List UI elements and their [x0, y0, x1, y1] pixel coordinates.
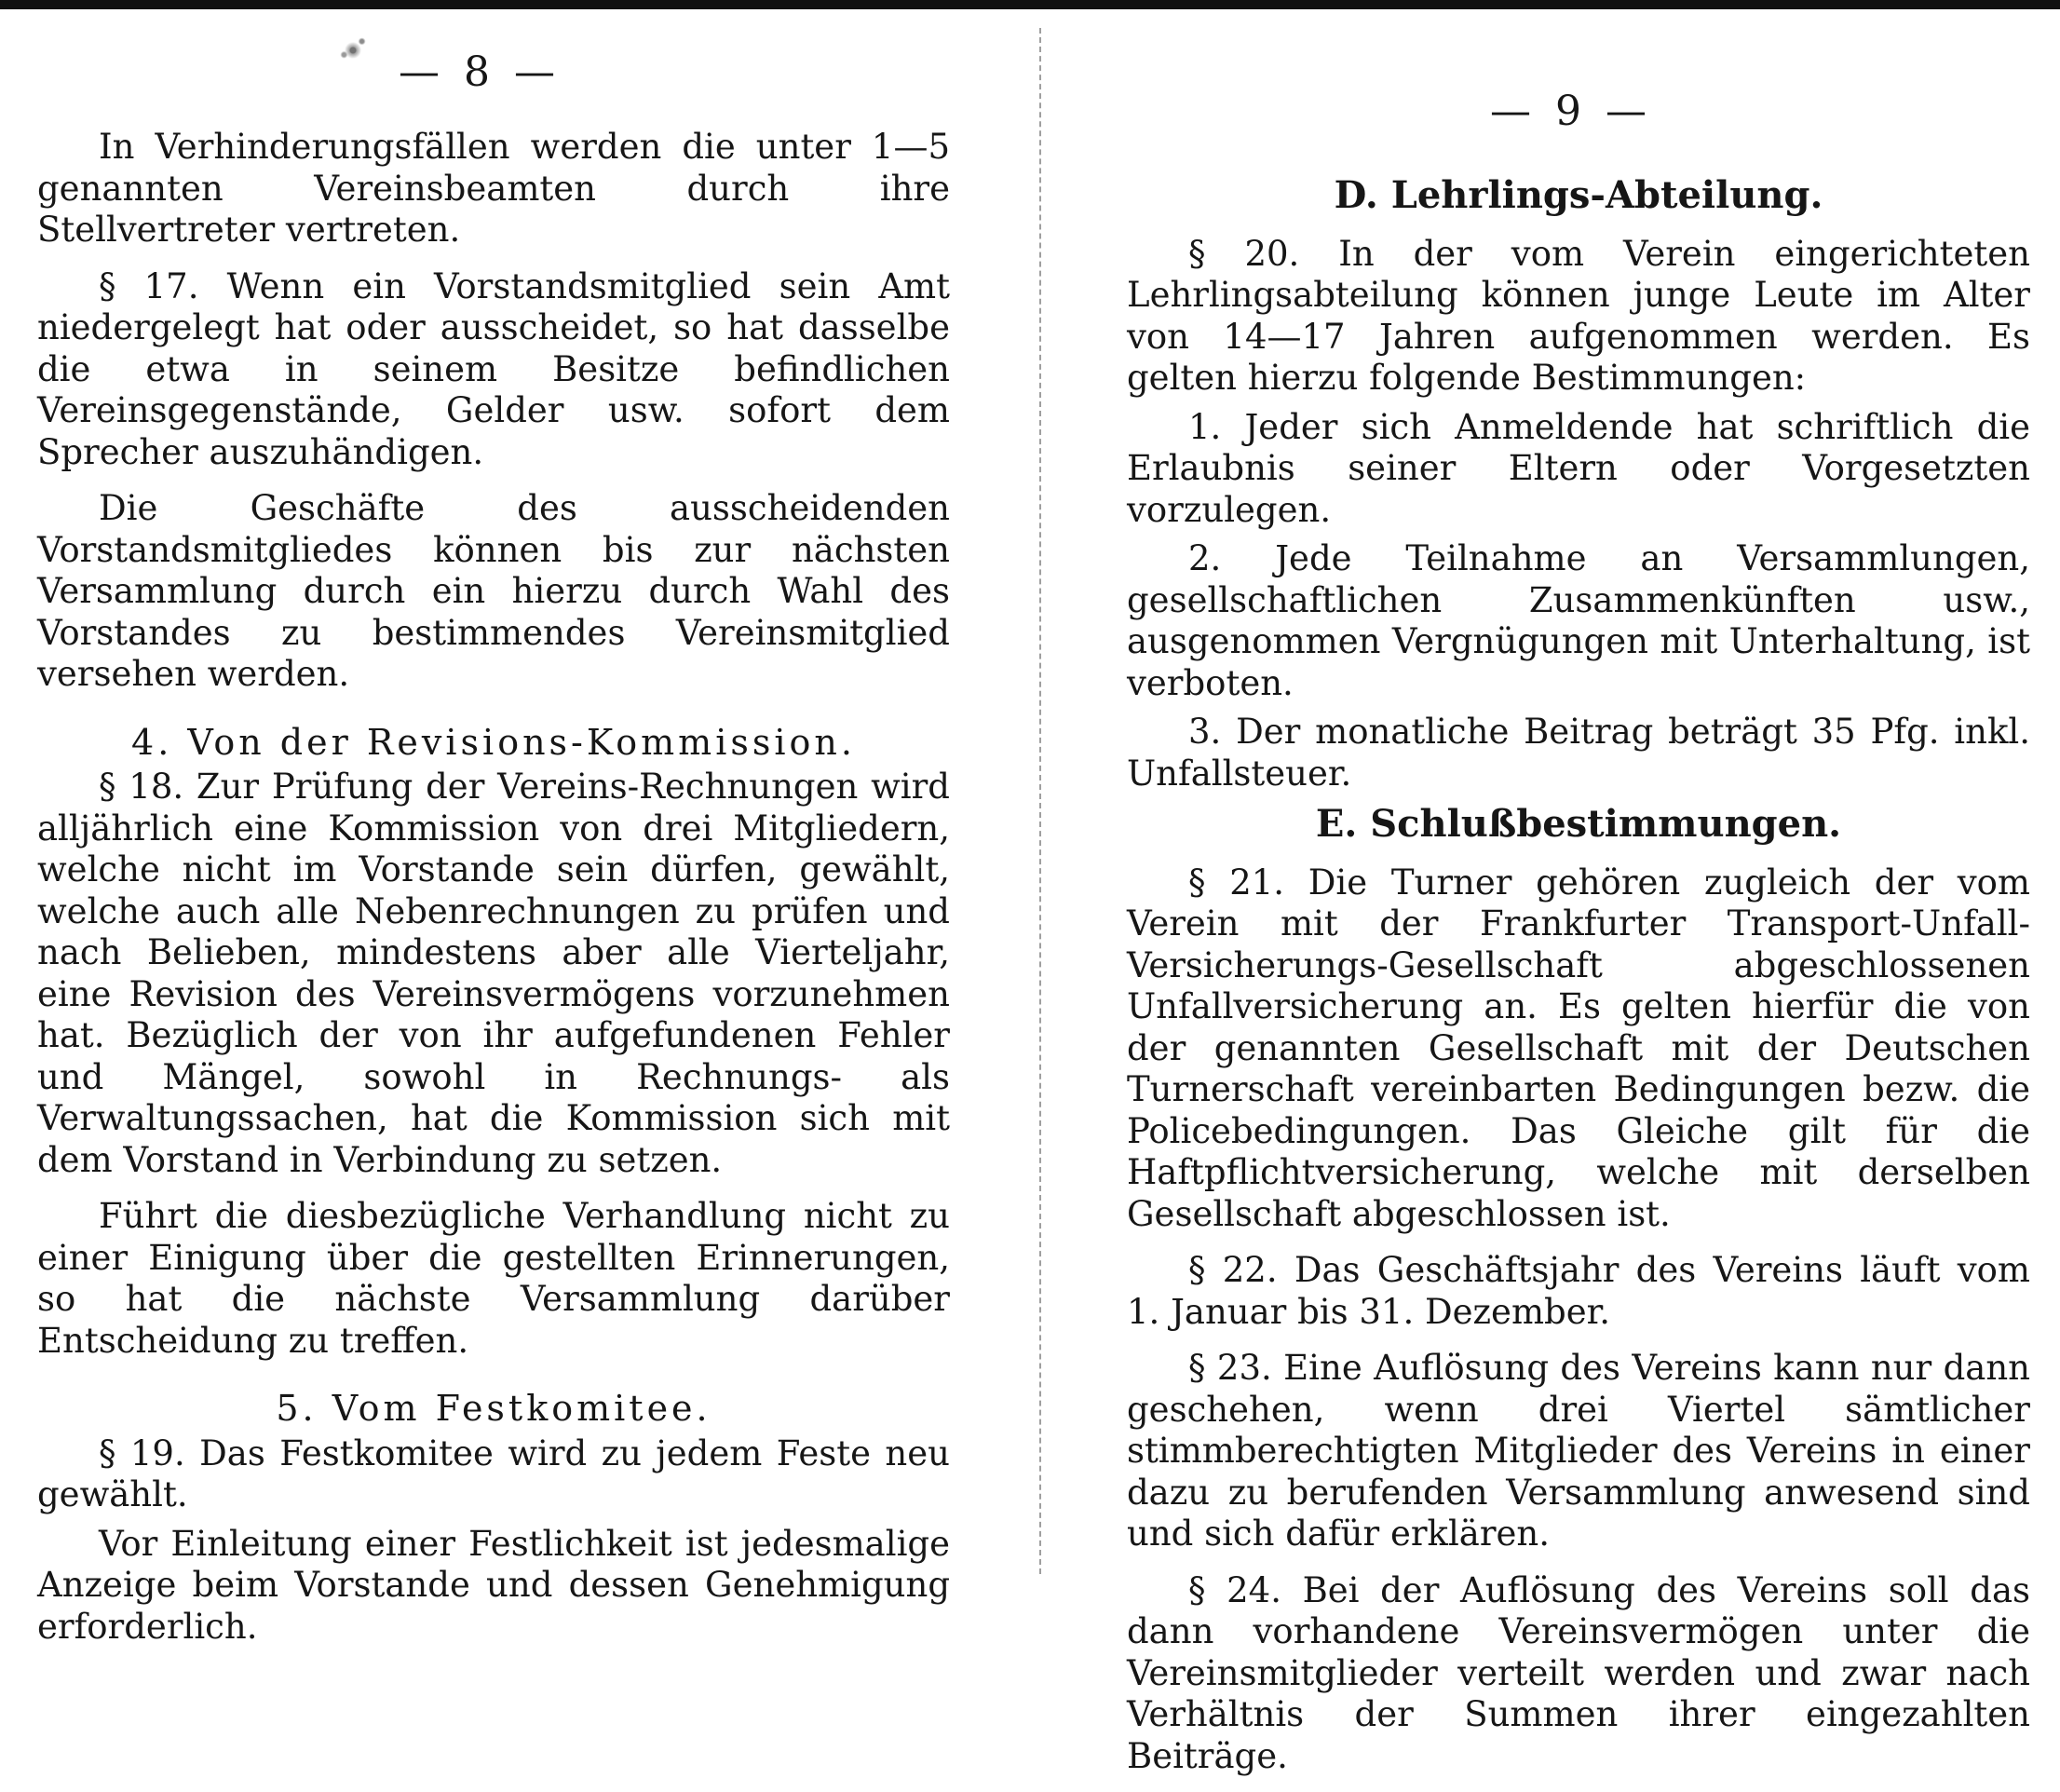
paragraph-23: § 23. Eine Auflösung des Vereins kann nur dann geschehen, wenn drei Viertel sämtlicher stimmberechtigten Mitglieder des Vereins in einer dazu zu berufenden Versammlung anwesend sind und sich dafür erklären. — [1127, 1348, 2030, 1554]
left-page-number: — 8 — — [399, 48, 561, 96]
paragraph-21: § 21. Die Turner gehören zugleich der vom Verein mit der Frankfurter Transport-Unfall-Versicherungs-Gesellschaft abgeschlossenen Unfallversicherung an. Es gelten hierfür die von der genannten Gesellschaft mit der Deutschen Turnerschaft vereinbarten Bedingungen bezw. die Policebedingungen. Das Gleiche gilt für die Haftpflichtversicherung, welche mit derselben Gesellschaft abgeschlossen ist. — [1127, 862, 2030, 1234]
paragraph-17-continued: Die Geschäfte des ausscheidenden Vorstandsmitgliedes können bis zur nächsten Versammlung durch ein hierzu durch Wahl des Vorstandes zu bestimmendes Vereinsmitglied versehen werden. — [37, 488, 950, 694]
rule-1: 1. Jeder sich Anmeldende hat schriftlich die Erlaubnis seiner Eltern oder Vorgesetzten vorzulegen. — [1127, 406, 2030, 530]
top-edge-rule — [0, 0, 2060, 9]
paragraph-22: § 22. Das Geschäftsjahr des Vereins läuft vom 1. Januar bis 31. Dezember. — [1127, 1250, 2030, 1332]
page-gutter — [1039, 28, 1043, 1574]
heading-lehrlings-abteilung: D. Lehrlings-Abteilung. — [1334, 173, 1823, 217]
paragraph-18: § 18. Zur Prüfung der Vereins-Rechnungen wird alljährlich eine Kommission von drei Mitgliedern, welche nicht im Vorstande sein dürfen, gewählt, welche auch alle Nebenrechnungen zu prüfen und nach Belieben, mindestens aber alle Vierteljahr, eine Revision des Vereinsvermögens vorzunehmen hat. Bezüglich der von ihr aufgefundenen Fehler und Mängel, sowohl in Rechnungs- als Verwaltungssachen, hat die Kommission sich mit dem Vorstand in Verbindung zu setzen. — [37, 767, 950, 1180]
rule-3: 3. Der monatliche Beitrag beträgt 35 Pfg. inkl. Unfallsteuer. — [1127, 712, 2030, 794]
book-spread — [0, 9, 2060, 1776]
heading-schlussbestimmungen: E. Schlußbestimmungen. — [1315, 802, 1842, 846]
paragraph-24: § 24. Bei der Auflösung des Vereins soll das dann vorhandene Vereinsvermögen unter die Vereinsmitglieder verteilt werden und zwar nach Verhältnis der Summen ihrer eingezahlten Beiträge. — [1127, 1569, 2030, 1776]
paragraph-18-continued: Führt die diesbezügliche Verhandlung nicht zu einer Einigung über die gestellten Erinnerungen, so hat die nächste Versammlung darüber Entscheidung zu treffen. — [37, 1196, 950, 1361]
heading-festkomitee: 5. Vom Festkomitee. — [276, 1388, 712, 1429]
paragraph-20: § 20. In der vom Verein eingerichteten Lehrlingsabteilung können junge Leute im Alter von 14—17 Jahren aufgenommen werden. Es gelten hierzu folgende Bestimmungen: — [1127, 233, 2030, 398]
paragraph-substitutes: In Verhinderungsfällen werden die unter 1—5 genannten Vereinsbeamten durch ihre Stellvertreter vertreten. — [37, 127, 950, 250]
heading-revisions-kommission: 4. Von der Revisions-Kommission. — [131, 721, 856, 763]
right-page-number: — 9 — — [1490, 88, 1652, 135]
ink-smudge — [331, 28, 375, 73]
paragraph-19-continued: Vor Einleitung einer Festlichkeit ist jedesmalige Anzeige beim Vorstande und dessen Genehmigung erforderlich. — [37, 1523, 950, 1647]
left-page-text — [37, 127, 950, 1663]
rule-2: 2. Jede Teilnahme an Versammlungen, gesellschaftlichen Zusammenkünften usw., ausgenommen Vergnügungen mit Unterhaltung, ist verboten. — [1127, 538, 2030, 703]
paragraph-19: § 19. Das Festkomitee wird zu jedem Feste neu gewählt. — [37, 1432, 950, 1514]
right-page-text — [1127, 166, 2030, 1792]
paragraph-17: § 17. Wenn ein Vorstandsmitglied sein Amt niedergelegt hat oder ausscheidet, so hat dasselbe die etwa in seinem Besitze befindlichen Vereinsgegenstände, Gelder usw. sofort dem Sprecher auszuhändigen. — [37, 265, 950, 472]
